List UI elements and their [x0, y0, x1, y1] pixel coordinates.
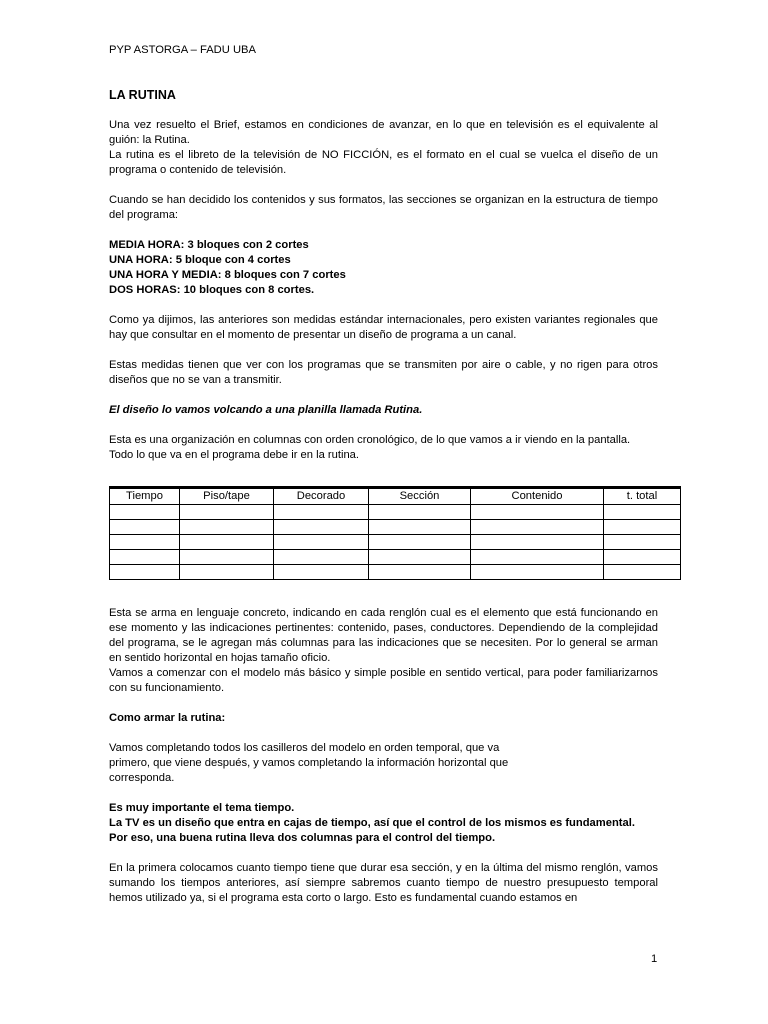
table-cell — [274, 535, 369, 550]
table-cell — [110, 505, 180, 520]
table-row — [110, 550, 681, 565]
column-header-contenido: Contenido — [471, 488, 604, 505]
standards-paragraph-1: Como ya dijimos, las anteriores son medidas estándar internacionales, pero existen variantes regionales que hay que consultar en el momento de presentar un diseño de programa a un canal. — [109, 314, 658, 341]
duration-item: UNA HORA Y MEDIA: 8 bloques con 7 cortes — [109, 269, 346, 281]
table-cell — [471, 550, 604, 565]
table-cell — [110, 550, 180, 565]
bold-statement-1: Es muy importante el tema tiempo. — [109, 802, 295, 814]
body-paragraph-2: Vamos a comenzar con el modelo más básico y simple posible en sentido vertical, para poder familiarizarnos con su funcionamiento. — [109, 667, 658, 694]
table-cell — [180, 550, 274, 565]
duration-item: MEDIA HORA: 3 bloques con 2 cortes — [109, 239, 309, 251]
body-paragraph-3-line-1: Vamos completando todos los casilleros del modelo en orden temporal, que va — [109, 742, 500, 754]
table-cell — [369, 535, 471, 550]
column-header-piso-tape: Piso/tape — [180, 488, 274, 505]
bold-statement-2: La TV es un diseño que entra en cajas de tiempo, así que el control de los mismos es fundamental. — [109, 817, 635, 829]
table-cell — [604, 565, 681, 580]
table-cell — [274, 550, 369, 565]
section-heading: Como armar la rutina: — [109, 712, 226, 724]
table-cell — [471, 535, 604, 550]
intro-paragraph-1: Una vez resuelto el Brief, estamos en condiciones de avanzar, en lo que en televisión es el equivalente al guión: la Rutina. — [109, 119, 658, 146]
table-cell — [180, 520, 274, 535]
body-paragraph-1: Esta se arma en lenguaje concreto, indicando en cada renglón cual es el elemento que está funcionando en ese momento y las indicaciones pertinentes: contenido, pases, conductores. Dependiendo de la complejidad del programa, se le agregan más columnas para las indicaciones que se necesiten. Por lo general se arman en sentido horizontal en hojas tamaño oficio. — [109, 607, 658, 664]
column-header-tiempo: Tiempo — [110, 488, 180, 505]
table-cell — [369, 505, 471, 520]
table-intro-line-1: Esta es una organización en columnas con orden cronológico, de lo que vamos a ir viendo en la pantalla. — [109, 434, 631, 446]
table-row — [110, 565, 681, 580]
duration-item: UNA HORA: 5 bloque con 4 cortes — [109, 254, 291, 266]
table-cell — [369, 550, 471, 565]
table-cell — [110, 535, 180, 550]
table-cell — [180, 535, 274, 550]
bold-statement-3: Por eso, una buena rutina lleva dos columnas para el control del tiempo. — [109, 832, 496, 844]
body-paragraph-3-line-3: corresponda. — [109, 772, 175, 784]
table-cell — [180, 505, 274, 520]
table-intro-line-2: Todo lo que va en el programa debe ir en la rutina. — [109, 449, 360, 461]
table-row — [110, 505, 681, 520]
table-cell — [369, 565, 471, 580]
table-cell — [369, 520, 471, 535]
rutina-table — [109, 486, 681, 580]
table-row — [110, 520, 681, 535]
table-cell — [604, 550, 681, 565]
document-title: LA RUTINA — [109, 88, 176, 102]
table-cell — [274, 505, 369, 520]
standards-paragraph-2: Estas medidas tienen que ver con los programas que se transmiten por aire o cable, y no rigen para otros diseños que no se van a transmitir. — [109, 359, 658, 386]
table-cell — [274, 520, 369, 535]
table-cell — [471, 520, 604, 535]
table-cell — [604, 505, 681, 520]
table-cell — [471, 505, 604, 520]
table-cell — [110, 565, 180, 580]
intro-paragraph-3: Cuando se han decidido los contenidos y sus formatos, las secciones se organizan en la estructura de tiempo del programa: — [109, 194, 658, 221]
table-row — [110, 535, 681, 550]
page-number: 1 — [651, 953, 658, 965]
table-cell — [110, 520, 180, 535]
table-cell — [274, 565, 369, 580]
body-paragraph-3-line-2: primero, que viene después, y vamos completando la información horizontal que — [109, 757, 509, 769]
column-header-seccion: Sección — [369, 488, 471, 505]
table-cell — [180, 565, 274, 580]
body-paragraph-4: En la primera colocamos cuanto tiempo tiene que durar esa sección, y en la última del mismo renglón, vamos sumando los tiempos anteriores, así siempre sabremos cuanto tiempo de nuestro presupuesto temporal hemos utilizado ya, si el programa esta corto o largo. Esto es fundamental cuando estamos en — [109, 862, 658, 904]
duration-item: DOS HORAS: 10 bloques con 8 cortes. — [109, 284, 315, 296]
emphasis-line: El diseño lo vamos volcando a una planilla llamada Rutina. — [109, 404, 423, 416]
column-header-t-total: t. total — [604, 488, 681, 505]
table-cell — [604, 520, 681, 535]
table-cell — [471, 565, 604, 580]
page-header: PYP ASTORGA – FADU UBA — [109, 44, 256, 56]
intro-paragraph-2: La rutina es el libreto de la televisión de NO FICCIÓN, es el formato en el cual se vuelca el diseño de un programa o contenido de televisión. — [109, 149, 658, 176]
table-header-row — [110, 488, 681, 505]
table-cell — [604, 535, 681, 550]
column-header-decorado: Decorado — [274, 488, 369, 505]
page-content — [109, 87, 658, 906]
